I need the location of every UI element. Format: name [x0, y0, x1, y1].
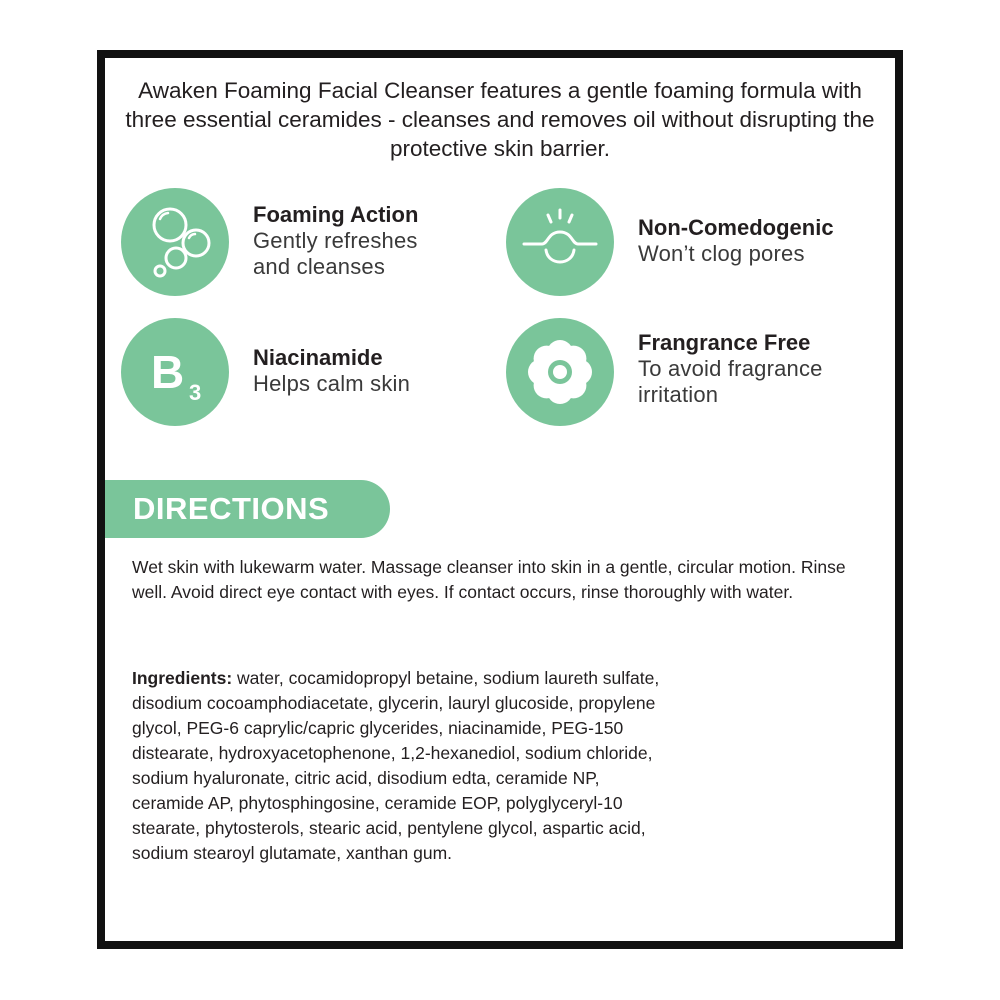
- directions-text: Wet skin with lukewarm water. Massage cleanser into skin in a gentle, circular motion. Rinse well. Avoid direct eye contact with eyes. If contact occurs, rinse thoroughly with water.: [132, 557, 846, 602]
- feature-desc-line1: To avoid fragrance: [638, 356, 823, 381]
- feature-desc-line1: Won’t clog pores: [638, 241, 805, 266]
- directions-banner: [105, 480, 390, 538]
- feature-desc-line1: Gently refreshes: [253, 228, 418, 253]
- flower-icon: [506, 318, 614, 426]
- feature-text: [638, 215, 834, 267]
- feature-text: [638, 330, 823, 408]
- feature-title: Niacinamide: [253, 345, 383, 370]
- pore-icon: [506, 188, 614, 296]
- feature-title: Frangrance Free: [638, 330, 811, 355]
- ingredients-label: Ingredients:: [132, 668, 233, 688]
- ingredients-text: water, cocamidopropyl betaine, sodium laureth sulfate, disodium cocoamphodiacetate, glycerin, lauryl glucoside, propylene glycol, PEG-6 caprylic/capric glycerides, niacinamide, PEG-150 distearate, hydroxyacetophenone, 1,2-hexanediol, sodium chloride, sodium hyaluronate, citric acid, disodium edta, ceramide NP, ceramide AP, phytosphingosine, ceramide EOP, polyglyceryl-10 stearate, phytosterols, stearic acid, pentylene glycol, aspartic acid, sodium stearoyl glutamate, xanthan gum.: [132, 668, 660, 863]
- product-info-panel: [97, 50, 903, 949]
- feature-title: Foaming Action: [253, 202, 419, 227]
- feature-desc-line2: irritation: [638, 382, 719, 407]
- directions-heading: DIRECTIONS: [133, 491, 330, 526]
- feature-desc-line1: Helps calm skin: [253, 371, 411, 396]
- b3-vitamin-icon: [121, 318, 229, 426]
- intro-text: Awaken Foaming Facial Cleanser features a gentle foaming formula with three essential ceramides - cleanses and removes oil without disrupting the protective skin barrier.: [125, 78, 875, 161]
- feature-text: [253, 202, 418, 280]
- feature-text: [253, 345, 410, 397]
- feature-title: Non-Comedogenic: [638, 215, 834, 240]
- feature-desc-line2: and cleanses: [253, 254, 386, 279]
- b3-letter: B: [151, 346, 185, 398]
- bubbles-icon: [121, 188, 229, 296]
- ingredients-block: [132, 666, 672, 866]
- b3-subscript: 3: [189, 380, 202, 405]
